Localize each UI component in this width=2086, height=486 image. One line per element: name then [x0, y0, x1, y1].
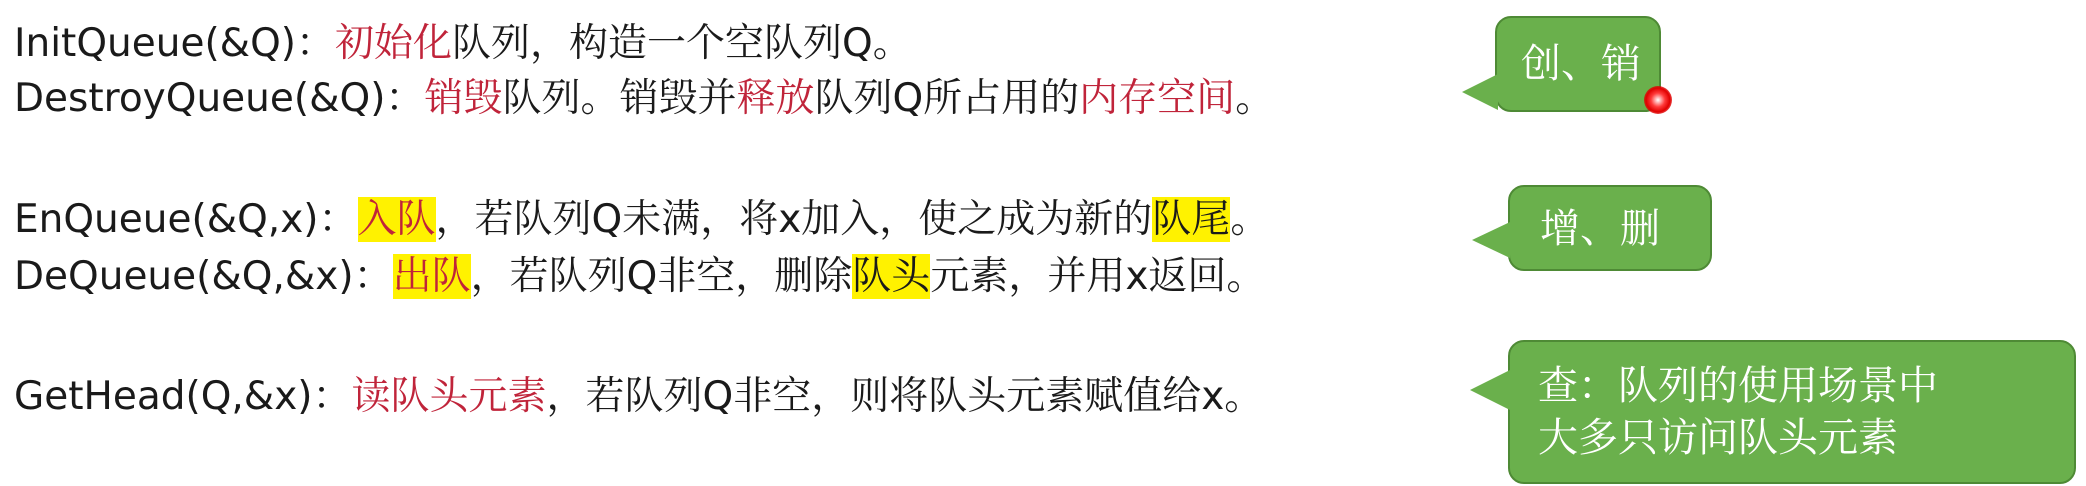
text-segment: 。 [1230, 197, 1270, 242]
red-term: 初始化 [335, 21, 453, 66]
callout-tail [1472, 222, 1510, 258]
highlighted-term: 队头 [852, 254, 931, 299]
laser-pointer [1644, 86, 1672, 114]
red-term: 内存空间 [1079, 76, 1236, 121]
highlighted-red-term: 出队 [392, 254, 471, 299]
op-line-gethead [14, 370, 1263, 424]
text-segment: 队列。销毁并 [502, 76, 737, 121]
text-segment: ，若队列Q非空，则将队头元素赋值给x。 [546, 374, 1264, 419]
text-segment: 。 [1235, 76, 1275, 121]
callout-tail [1462, 74, 1498, 110]
highlighted-red-term: 入队 [357, 197, 436, 242]
callout-text: 查：队列的使用场景中 [1538, 363, 1938, 409]
callout-create-destroy [1495, 16, 1661, 112]
text-segment: InitQueue(&Q)： [14, 21, 336, 66]
text-segment: GetHead(Q,&x)： [14, 374, 352, 419]
text-segment: 元素，并用x返回。 [930, 254, 1266, 299]
text-segment: ，若队列Q未满，将x加入，使之成为新的 [435, 197, 1153, 242]
op-line-destroy [14, 72, 1274, 126]
red-term: 读队头元素 [351, 374, 547, 419]
op-line-enqueue [14, 193, 1269, 247]
text-segment: EnQueue(&Q,x)： [14, 197, 358, 242]
text-segment: DeQueue(&Q,&x)： [14, 254, 393, 299]
callout-tail [1470, 370, 1510, 410]
op-line-init [14, 17, 912, 71]
callout-add-delete [1508, 185, 1712, 271]
text-segment: 队列Q所占用的 [814, 76, 1080, 121]
op-line-dequeue [14, 250, 1265, 304]
callout-text: 增、删 [1540, 206, 1660, 252]
red-term: 释放 [736, 76, 815, 121]
callout-text: 创、销 [1521, 41, 1641, 87]
red-term: 销毁 [424, 76, 503, 121]
text-segment: 队列，构造一个空队列Q。 [452, 21, 912, 66]
callout-text: 大多只访问队头元素 [1538, 415, 1898, 461]
text-segment: DestroyQueue(&Q)： [14, 76, 425, 121]
highlighted-term: 队尾 [1152, 197, 1231, 242]
text-segment: ，若队列Q非空，删除 [470, 254, 853, 299]
callout-query [1508, 340, 2076, 484]
